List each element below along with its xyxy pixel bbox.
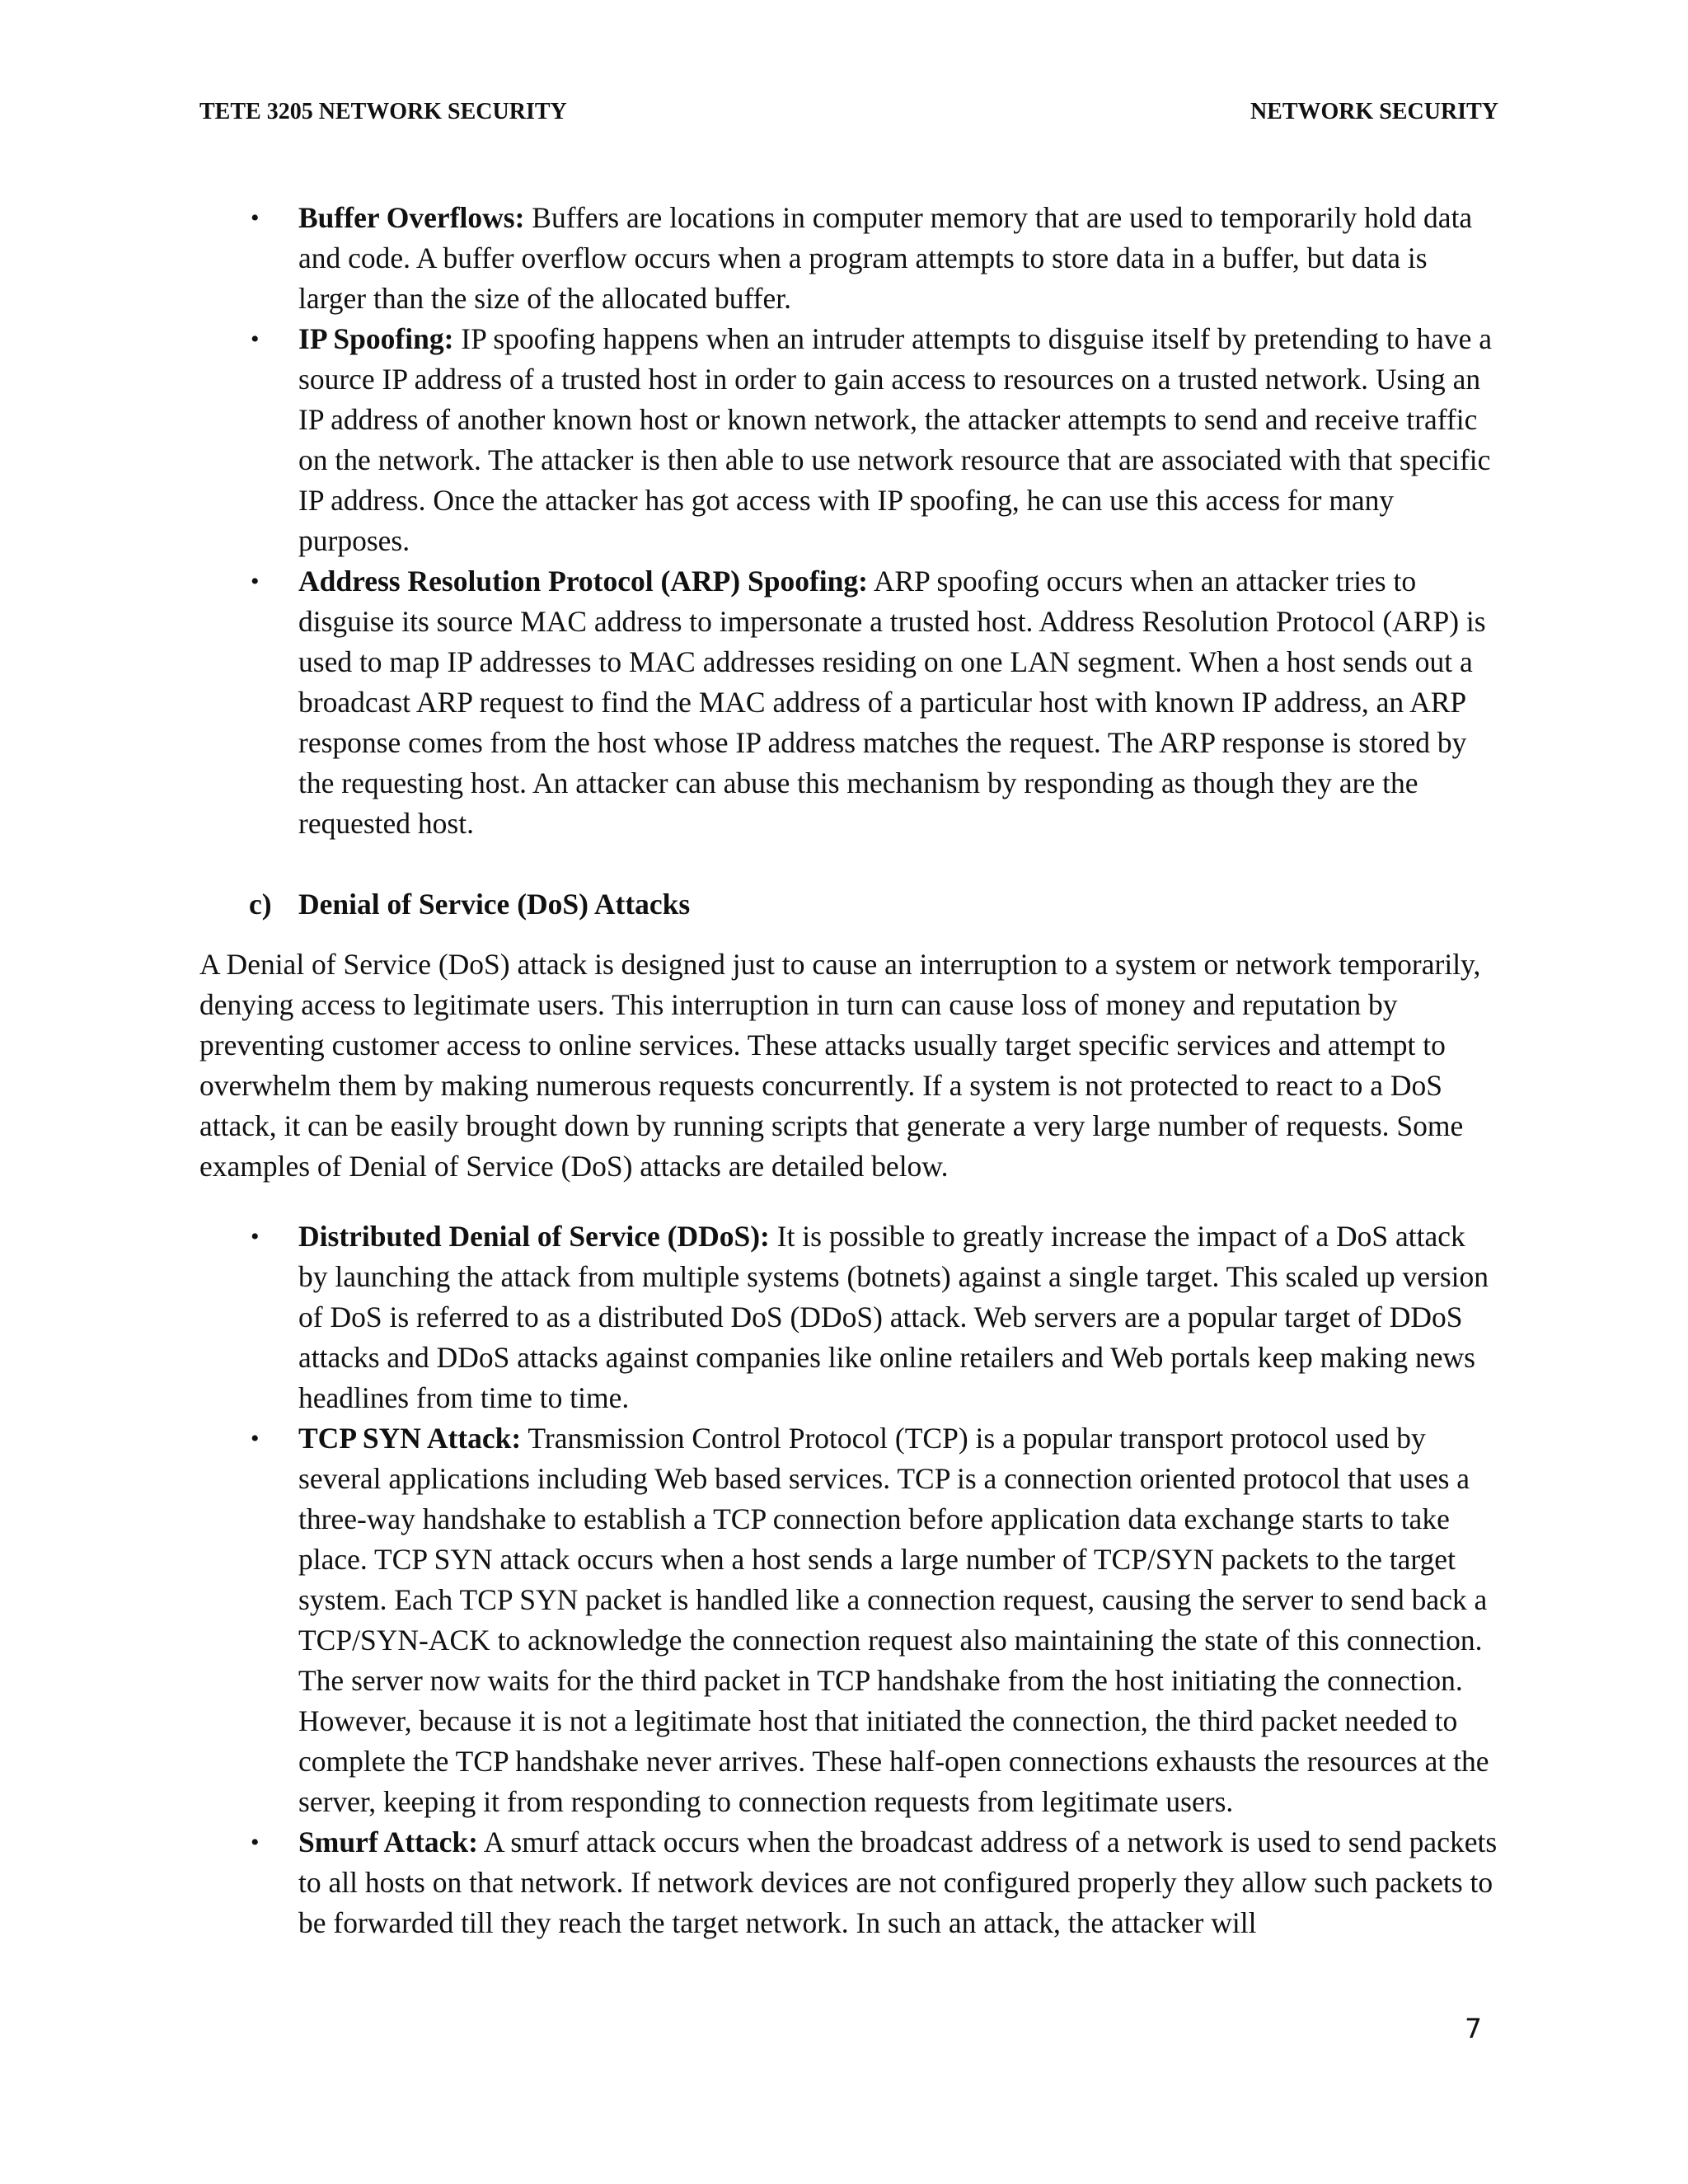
term-label: Address Resolution Protocol (ARP) Spoofing: — [298, 565, 868, 598]
bullet-icon: • — [251, 326, 260, 353]
term-description: ARP spoofing occurs when an attacker tries to disguise its source MAC address to impersonate a trusted host. Address Resolution Protocol (ARP) is used to map IP addresses to MAC addresses residing on one LAN segment. When a host sends out a broadcast ARP request to find the MAC address of a particular host with known IP address, an ARP response comes from the host whose IP address matches the request. The ARP response is stored by the requesting host. An attacker can abuse this mechanism by responding as though they are the requested host. — [298, 565, 1486, 840]
list-item-tcp-syn-attack — [199, 1418, 1498, 1822]
term-label: Smurf Attack: — [298, 1825, 478, 1858]
term-label: TCP SYN Attack: — [298, 1421, 522, 1455]
list-item-buffer-overflows — [199, 198, 1498, 319]
term-label: IP Spoofing: — [298, 322, 454, 355]
term-label: Distributed Denial of Service (DDoS): — [298, 1219, 770, 1253]
list-item-ip-spoofing — [199, 319, 1498, 561]
section-intro-paragraph: A Denial of Service (DoS) attack is designed just to cause an interruption to a system or network temporarily, denying access to legitimate users. This interruption in turn can cause loss of money and reputation by preventing customer access to online services. These attacks usually target specific services and attempt to overwhelm them by making numerous requests concurrently. If a system is not protected to react to a DoS attack, it can be easily brought down by running scripts that generate a very large number of requests. Some examples of Denial of Service (DoS) attacks are detailed below. — [199, 948, 1481, 1183]
bullet-list-attacks — [199, 198, 1498, 844]
header-section-title: NETWORK SECURITY — [1250, 99, 1498, 124]
list-item-ddos — [199, 1216, 1498, 1418]
page-content — [199, 198, 1498, 1943]
term-description: A smurf attack occurs when the broadcast address of a network is used to send packets to all hosts on that network. If network devices are not configured properly they allow such packets to be forwarded till they reach the target network. In such an attack, the attacker will — [298, 1825, 1498, 1939]
bullet-icon: • — [251, 204, 260, 232]
term-description: IP spoofing happens when an intruder attempts to disguise itself by pretending to have a source IP address of a trusted host in order to gain access to resources on a trusted network. Using an IP address of another known host or known network, the attacker attempts to send and receive traffic on the network. The attacker is then able to use network resource that are associated with that specific IP address. Once the attacker has got access with IP spoofing, he can use this access for many purposes. — [298, 322, 1493, 557]
page-number: 7 — [1465, 2013, 1482, 2045]
bullet-list-dos-examples — [199, 1216, 1498, 1943]
list-item-arp-spoofing — [199, 561, 1498, 844]
header-course-title: TETE 3205 NETWORK SECURITY — [199, 99, 567, 124]
bullet-icon: • — [251, 1222, 260, 1250]
bullet-icon: • — [251, 1424, 260, 1452]
list-item-smurf-attack — [199, 1822, 1498, 1943]
section-label: c) — [249, 888, 272, 921]
section-heading-dos — [199, 884, 1498, 925]
bullet-icon: • — [251, 568, 260, 595]
term-label: Buffer Overflows: — [298, 201, 525, 234]
page-header — [199, 99, 1498, 132]
term-description: It is possible to greatly increase the impact of a DoS attack by launching the attack from multiple systems (botnets) against a single target. This scaled up version of DoS is referred to as a distributed DoS (DDoS) attack. Web servers are a popular target of DDoS attacks and DDoS attacks against companies like online retailers and Web portals keep making news headlines from time to time. — [298, 1219, 1489, 1414]
term-description: Buffers are locations in computer memory that are used to temporarily hold data and code. A buffer overflow occurs when a program attempts to store data in a buffer, but data is larger than the size of the allocated buffer. — [298, 201, 1473, 315]
bullet-icon: • — [251, 1828, 260, 1856]
term-description: Transmission Control Protocol (TCP) is a popular transport protocol used by several applications including Web based services. TCP is a connection oriented protocol that uses a three-way handshake to establish a TCP connection before application data exchange starts to take place. TCP SYN attack occurs when a host sends a large number of TCP/SYN packets to the target system. Each TCP SYN packet is handled like a connection request, causing the server to send back a TCP/SYN-ACK to acknowledge the connection request also maintaining the state of this connection. The server now waits for the third packet in TCP handshake from the host initiating the connection. However, because it is not a legitimate host that initiated the connection, the third packet needed to complete the TCP handshake never arrives. These half-open connections exhausts the resources at the server, keeping it from responding to connection requests from legitimate users. — [298, 1421, 1489, 1818]
section-title: Denial of Service (DoS) Attacks — [298, 888, 691, 921]
